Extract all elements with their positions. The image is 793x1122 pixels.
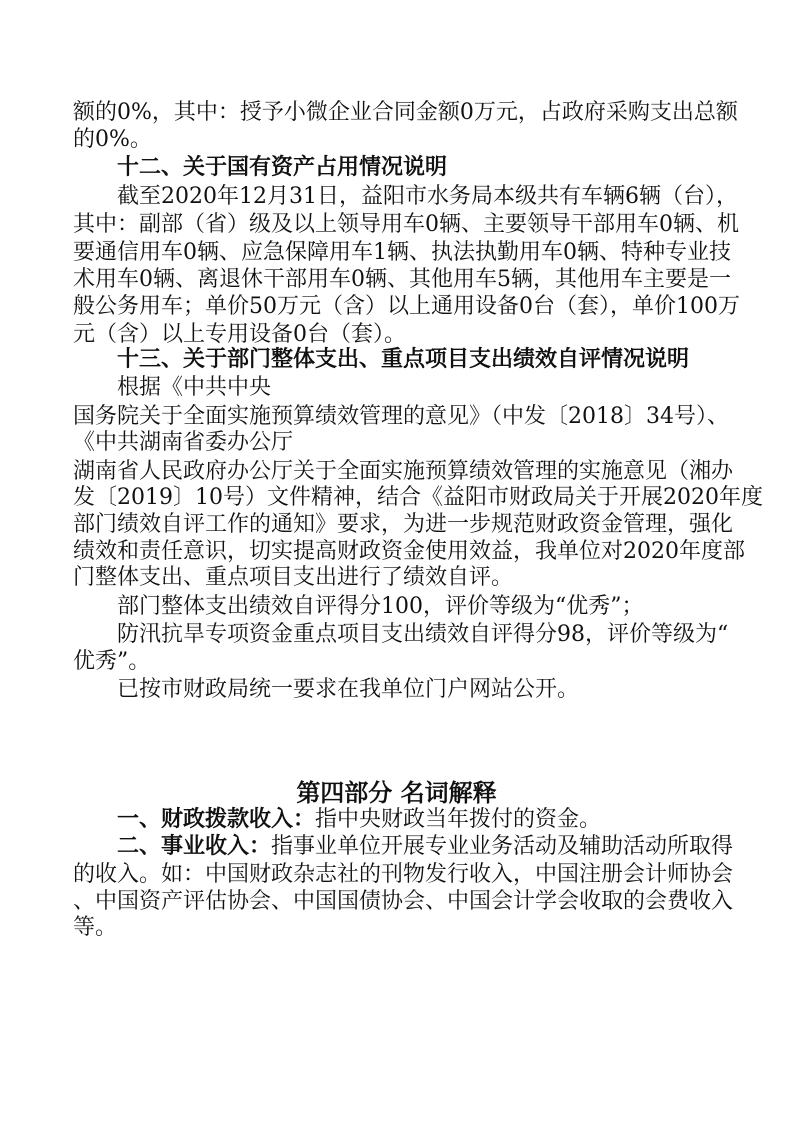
section-heading-13: 十三、关于部门整体支出、重点项目支出绩效自评情况说明 bbox=[117, 347, 690, 372]
term-text: 指事业单位开展专业业务活动及辅助活动所取得 bbox=[271, 834, 734, 859]
text-line: 根据《中共中央 bbox=[117, 375, 272, 400]
text-line: 要通信用车0辆、应急保障用车1辆、执法执勤用车0辆、特种专业技 bbox=[73, 240, 731, 265]
text-line: 、中国资产评估协会、中国国债协会、中国会计学会收取的会费收入 bbox=[73, 889, 734, 914]
text-line: 的0%。 bbox=[73, 127, 152, 152]
text-line: 的收入。如：中国财政杂志社的刊物发行收入，中国注册会计师协会 bbox=[73, 862, 734, 887]
text-line: 其中：副部（省）级及以上领导用车0辆、主要领导干部用车0辆、机 bbox=[73, 212, 739, 237]
text-line: 部门绩效自评工作的通知》要求，为进一步规范财政资金管理，强化 bbox=[73, 512, 734, 537]
text-line: 般公务用车；单价50万元（含）以上通用设备0台（套），单价100万 bbox=[73, 294, 740, 319]
text-line: 发〔2019〕10号）文件精神，结合《益阳市财政局关于开展2020年度 bbox=[73, 485, 763, 510]
text-line: 《中共湖南省委办公厅 bbox=[73, 430, 294, 455]
text-line: 等。 bbox=[73, 915, 118, 940]
text-line: 部门整体支出绩效自评得分100，评价等级为“优秀”； bbox=[117, 594, 644, 619]
term-definition bbox=[73, 806, 725, 834]
text-line: 防汛抗旱专项资金重点项目支出绩效自评得分98，评价等级为“ bbox=[117, 622, 729, 647]
term-definition bbox=[73, 833, 734, 861]
term-label: 二、事业收入： bbox=[117, 834, 272, 859]
text-line: 国务院关于全面实施预算绩效管理的意见》（中发〔2018〕34号）、 bbox=[73, 404, 729, 429]
section-heading-12: 十二、关于国有资产占用情况说明 bbox=[117, 155, 448, 180]
term-text: 指中央财政当年拨付的资金。 bbox=[315, 807, 602, 832]
text-line: 元（含）以上专用设备0台（套）。 bbox=[73, 322, 406, 347]
text-line: 门整体支出、重点项目支出进行了绩效自评。 bbox=[73, 565, 514, 590]
part-title: 第四部分 名词解释 bbox=[296, 779, 497, 807]
text-line: 绩效和责任意识，切实提高财政资金使用效益，我单位对2020年度部 bbox=[73, 539, 745, 564]
text-line: 术用车0辆、离退休干部用车0辆、其他用车5辆，其他用车主要是一 bbox=[73, 267, 731, 292]
text-line: 已按市财政局统一要求在我单位门户网站公开。 bbox=[117, 677, 580, 702]
term-label: 一、财政拨款收入： bbox=[117, 807, 316, 832]
text-line: 截至2020年12月31日，益阳市水务局本级共有车辆6辆（台）， bbox=[117, 184, 738, 209]
text-line: 额的0%，其中：授予小微企业合同金额0万元，占政府采购支出总额 bbox=[73, 100, 738, 125]
text-line: 优秀”。 bbox=[73, 649, 151, 674]
text-line: 湖南省人民政府办公厅关于全面实施预算绩效管理的实施意见（湘办 bbox=[73, 459, 734, 484]
